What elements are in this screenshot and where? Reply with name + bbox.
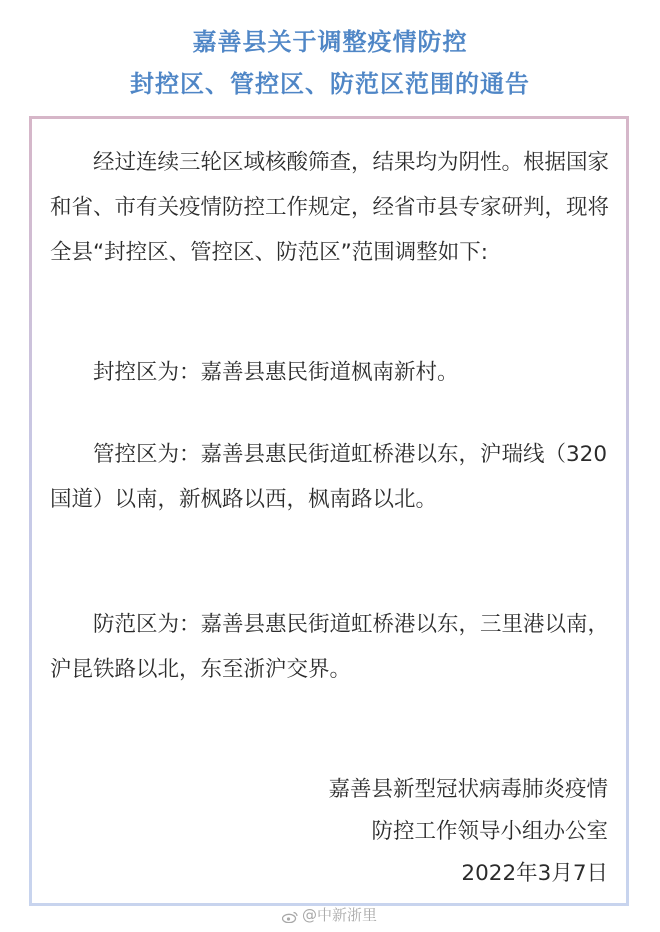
lockdown-zone-paragraph: 封控区为：嘉善县惠民街道枫南新村。 (93, 360, 459, 385)
watermark-text: @中新浙里 (302, 906, 378, 924)
signature-org-line2: 防控工作领导小组办公室 (371, 819, 608, 844)
notice-title-line1: 嘉善县关于调整疫情防控 (192, 28, 468, 56)
signature-date: 2022年3月7日 (461, 861, 608, 886)
notice-title-line2: 封控区、管控区、防范区范围的通告 (130, 70, 530, 98)
prevention-zone-paragraph: 防范区为：嘉善县惠民街道虹桥港以东，三里港以南，沪昆铁路以北，东至浙沪交界。 (50, 612, 610, 682)
weibo-icon (282, 909, 298, 921)
signature-org-line1: 嘉善县新型冠状病毒肺炎疫情 (328, 777, 608, 802)
watermark (282, 904, 377, 925)
intro-paragraph: 经过连续三轮区域核酸筛查，结果均为阴性。根据国家和省、市有关疫情防控工作规定，经省市县专家研判，现将全县“封控区、管控区、防范区”范围调整如下: (50, 150, 610, 265)
control-zone-paragraph: 管控区为：嘉善县惠民街道虹桥港以东，沪瑞线（320国道）以南，新枫路以西，枫南路以北。 (50, 442, 608, 512)
